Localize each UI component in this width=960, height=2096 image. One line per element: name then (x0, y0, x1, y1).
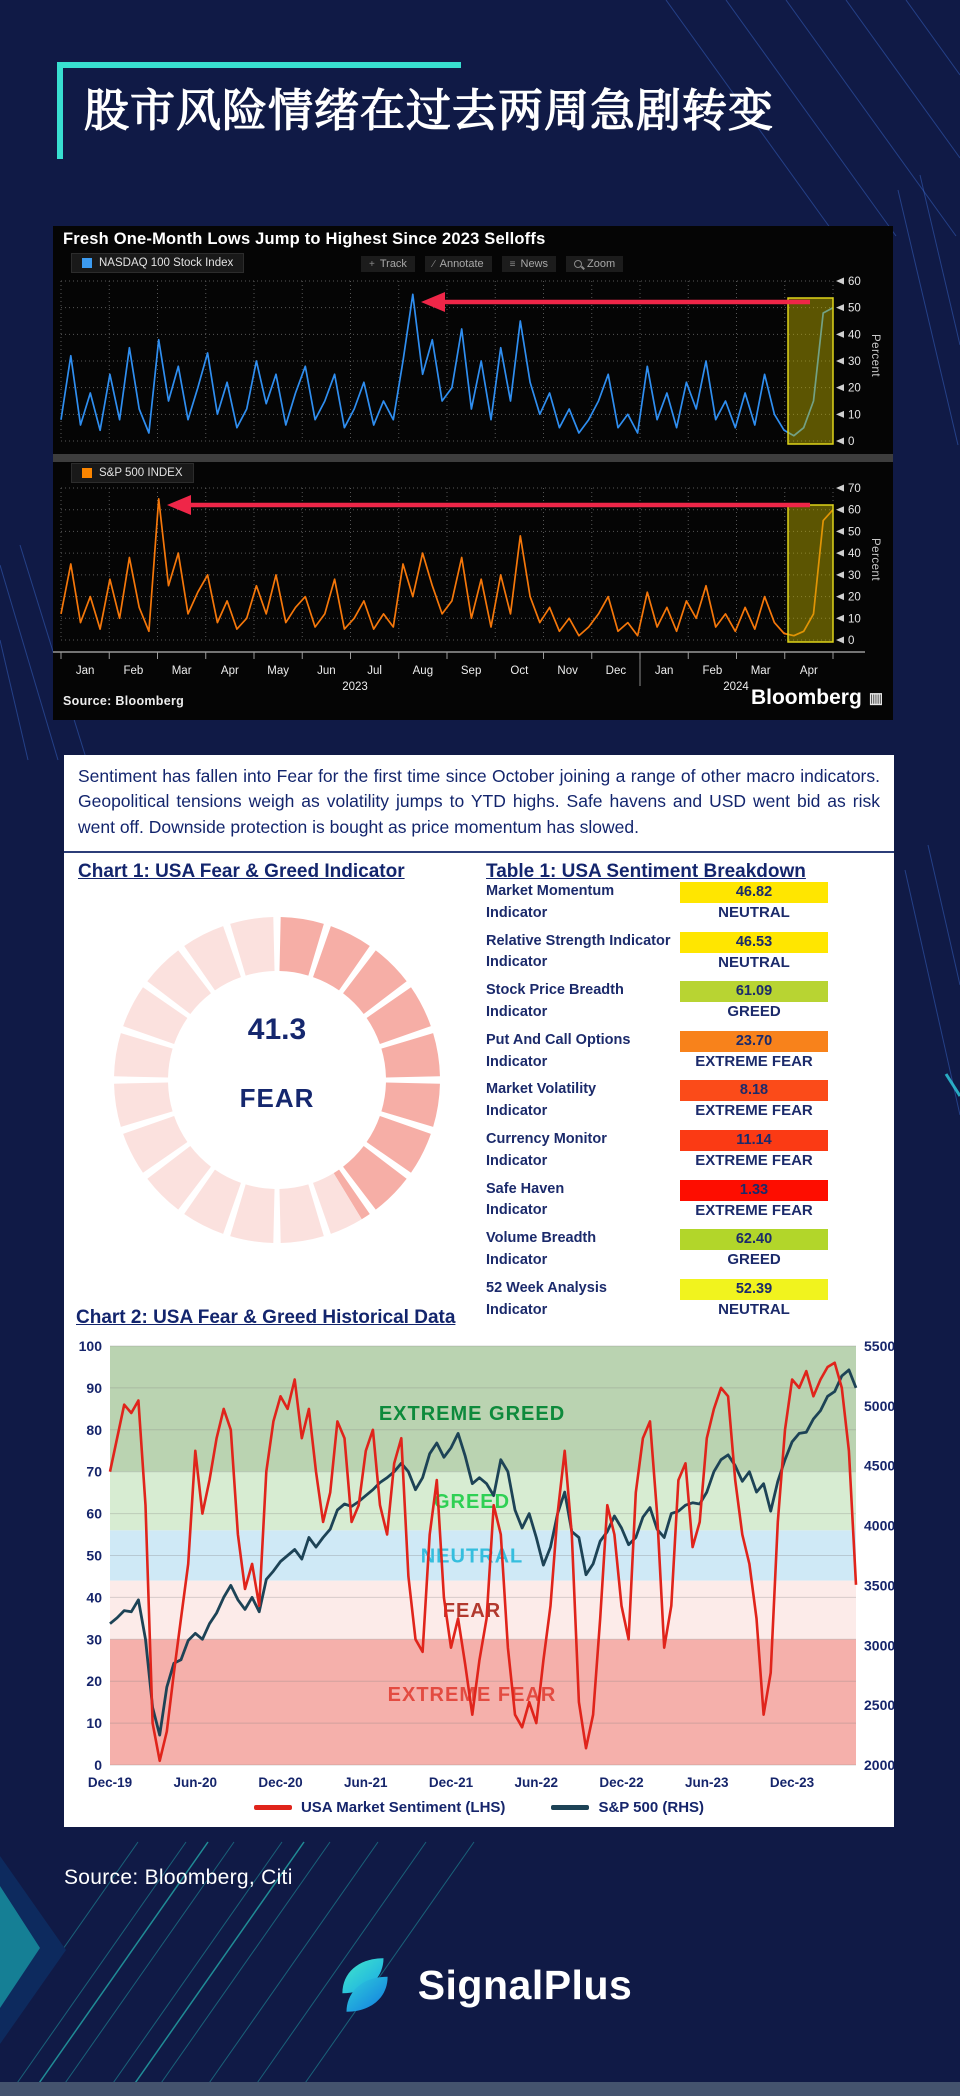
table-row (486, 929, 886, 979)
bottom-strip (0, 2082, 960, 2096)
svg-text:0: 0 (94, 1757, 102, 1773)
indicator-status: NEUTRAL (718, 904, 790, 921)
indicator-value-badge: 46.53 (680, 932, 828, 953)
history-chart (64, 1330, 894, 1795)
sentiment-table (486, 879, 886, 1325)
track-button[interactable]: + Track (361, 256, 415, 272)
commentary-text: Sentiment has fallen into Fear for the first time since October joining a range of other macro indicators. Geopolitical tensions weigh as volatility jumps to YTD highs. Safe havens and USD went bid as risk went off. Downside protection is bought as price momentum has slowed. (78, 766, 880, 837)
svg-text:EXTREME FEAR: EXTREME FEAR (387, 1683, 557, 1706)
svg-text:20: 20 (848, 382, 861, 395)
indicator-label: Market Momentum Indicator (486, 883, 615, 921)
brand-footer (0, 1948, 960, 2022)
indicator-label: Volume Breadth Indicator (486, 1230, 597, 1268)
content-panel (64, 755, 894, 1827)
svg-text:10: 10 (848, 613, 861, 626)
gauge-label: FEAR (239, 1083, 315, 1113)
legend-sentiment: USA Market Sentiment (LHS) (254, 1799, 505, 1816)
svg-text:30: 30 (86, 1631, 102, 1648)
svg-text:May: May (267, 665, 289, 677)
zoom-button[interactable]: Zoom (566, 256, 623, 272)
svg-text:Feb: Feb (702, 665, 723, 677)
percent-axis-label-bottom: Percent (869, 538, 881, 582)
svg-text:Jan: Jan (654, 665, 674, 677)
svg-text:2024: 2024 (723, 681, 749, 693)
svg-text:5500: 5500 (864, 1338, 894, 1354)
svg-text:70: 70 (86, 1463, 102, 1480)
svg-text:20: 20 (848, 591, 861, 604)
svg-text:Jan: Jan (75, 665, 95, 677)
svg-text:Oct: Oct (510, 665, 529, 677)
svg-text:60: 60 (848, 276, 861, 288)
svg-text:0: 0 (848, 436, 855, 448)
indicator-value-badge: 62.40 (680, 1229, 828, 1250)
table-row (486, 879, 886, 929)
svg-text:80: 80 (86, 1421, 102, 1438)
indicator-label: Put And Call Options Indicator (486, 1031, 631, 1070)
table-row (486, 1226, 886, 1276)
source-note: Source: Bloomberg, Citi (64, 1866, 293, 1889)
svg-text:2000: 2000 (864, 1757, 894, 1773)
news-icon: ≡ (509, 258, 516, 270)
svg-text:2500: 2500 (864, 1697, 894, 1714)
svg-text:Apr: Apr (220, 665, 239, 677)
svg-text:30: 30 (848, 356, 861, 368)
svg-text:60: 60 (86, 1505, 102, 1522)
indicator-status: EXTREME FEAR (695, 1102, 813, 1120)
svg-text:Dec-21: Dec-21 (428, 1775, 474, 1790)
svg-text:Nov: Nov (557, 665, 578, 677)
svg-text:70: 70 (848, 483, 861, 495)
history-legend (64, 1799, 894, 1816)
svg-text:Apr: Apr (799, 665, 818, 677)
indicator-status: EXTREME FEAR (695, 1201, 813, 1219)
indicator-status: EXTREME FEAR (695, 1052, 813, 1070)
indicator-value-badge: 52.39 (680, 1279, 828, 1300)
indicator-status: GREED (727, 1003, 781, 1021)
svg-text:EXTREME GREED: EXTREME GREED (378, 1403, 566, 1426)
svg-text:Jun-21: Jun-21 (344, 1775, 388, 1790)
svg-text:Dec: Dec (605, 665, 627, 677)
indicator-label: Stock Price Breadth Indicator (486, 982, 624, 1020)
indicator-label: Market Volatility Indicator (486, 1081, 597, 1120)
table-row (486, 1127, 886, 1177)
svg-text:10: 10 (848, 409, 861, 422)
sentiment-line-swatch (254, 1805, 292, 1810)
svg-text:Dec-20: Dec-20 (258, 1775, 303, 1790)
spx-legend: S&P 500 INDEX (71, 463, 194, 483)
gauge-svg (92, 895, 462, 1265)
svg-text:2023: 2023 (342, 681, 368, 693)
indicator-label: 52 Week Analysis Indicator (486, 1279, 607, 1318)
indicator-value-badge: 61.09 (680, 981, 828, 1002)
indicator-status: EXTREME FEAR (695, 1151, 813, 1169)
indicator-status: GREED (727, 1251, 781, 1269)
legend-spx: S&P 500 (RHS) (551, 1799, 704, 1816)
spx-line-swatch (551, 1805, 589, 1810)
svg-text:40: 40 (848, 329, 861, 342)
svg-text:4000: 4000 (864, 1517, 894, 1534)
fear-greed-gauge (92, 895, 462, 1265)
svg-text:50: 50 (848, 526, 861, 539)
chart2-title: Chart 2: USA Fear & Greed Historical Data (76, 1307, 456, 1328)
svg-text:Sep: Sep (460, 665, 482, 677)
signalplus-logo-icon (328, 1948, 402, 2022)
svg-text:5000: 5000 (864, 1397, 894, 1414)
page-title: 股市风险情绪在过去两周急剧转变 (84, 85, 775, 136)
svg-text:Dec-22: Dec-22 (599, 1775, 644, 1790)
svg-text:60: 60 (848, 504, 861, 517)
svg-text:30: 30 (848, 569, 861, 582)
indicator-value-badge: 8.18 (680, 1080, 828, 1101)
indicator-status: NEUTRAL (718, 953, 790, 971)
bloomberg-logo: Bloomberg ▥ (750, 686, 883, 709)
table-row (486, 1276, 886, 1326)
annotate-icon: ∕ (432, 258, 435, 270)
title-bracket-top (57, 62, 461, 68)
bloomberg-chart-panel (53, 226, 893, 720)
indicator-value-badge: 23.70 (680, 1031, 828, 1052)
divider (64, 851, 894, 853)
svg-text:0: 0 (848, 635, 855, 647)
svg-text:Mar: Mar (750, 665, 771, 677)
bloomberg-chart-title: Fresh One-Month Lows Jump to Highest Since 2023 Selloffs (63, 230, 546, 248)
gauge-value: 41.3 (247, 1013, 307, 1046)
track-icon: + (369, 258, 375, 270)
indicator-label: Relative Strength Indicator Indicator (486, 932, 671, 971)
history-svg (64, 1330, 894, 1795)
svg-text:10: 10 (86, 1715, 102, 1732)
svg-text:4500: 4500 (864, 1457, 894, 1474)
annotate-button[interactable]: ∕ Annotate (425, 256, 492, 272)
percent-axis-label-top: Percent (869, 334, 881, 378)
svg-text:Mar: Mar (171, 665, 192, 677)
svg-text:Aug: Aug (412, 665, 434, 677)
svg-text:FEAR: FEAR (442, 1599, 502, 1622)
svg-text:GREED: GREED (433, 1491, 511, 1514)
table-row (486, 978, 886, 1028)
table-row (486, 1177, 886, 1227)
chart1-title: Chart 1: USA Fear & Greed Indicator (78, 861, 405, 882)
svg-text:Jun-23: Jun-23 (685, 1775, 729, 1790)
indicator-label: Safe Haven Indicator (486, 1180, 565, 1219)
indicator-value-badge: 46.82 (680, 882, 828, 903)
svg-text:3500: 3500 (864, 1577, 894, 1594)
svg-text:90: 90 (86, 1379, 102, 1396)
svg-text:50: 50 (86, 1547, 102, 1564)
bloomberg-lows-chart (53, 226, 893, 720)
svg-text:Jul: Jul (367, 665, 382, 677)
svg-text:Jun: Jun (317, 665, 336, 677)
brand-name: SignalPlus (417, 1961, 633, 2008)
indicator-status: NEUTRAL (718, 1300, 790, 1318)
table-row (486, 1077, 886, 1127)
svg-text:Jun-22: Jun-22 (514, 1775, 559, 1790)
svg-text:Jun-20: Jun-20 (173, 1775, 218, 1790)
bloomberg-terminal-icon: ▥ (868, 690, 883, 707)
svg-text:40: 40 (86, 1589, 102, 1606)
svg-text:Dec-23: Dec-23 (769, 1775, 815, 1790)
indicator-value-badge: 11.14 (680, 1130, 828, 1151)
svg-text:3000: 3000 (864, 1637, 894, 1654)
indicator-label: Currency Monitor Indicator (486, 1130, 607, 1169)
svg-text:NEUTRAL: NEUTRAL (420, 1545, 524, 1568)
svg-text:20: 20 (86, 1673, 102, 1690)
nasdaq-legend: NASDAQ 100 Stock Index (71, 253, 244, 273)
svg-text:Dec-19: Dec-19 (87, 1775, 133, 1790)
table1-title: Table 1: USA Sentiment Breakdown (486, 861, 806, 882)
title-bracket-left (57, 62, 63, 159)
news-button[interactable]: ≡ News (502, 256, 556, 272)
bloomberg-source: Source: Bloomberg (63, 694, 185, 708)
svg-text:40: 40 (848, 548, 861, 561)
svg-text:100: 100 (78, 1338, 102, 1354)
table-row (486, 1028, 886, 1078)
indicator-value-badge: 1.33 (680, 1180, 828, 1201)
svg-text:50: 50 (848, 302, 861, 315)
svg-text:Feb: Feb (123, 665, 144, 677)
